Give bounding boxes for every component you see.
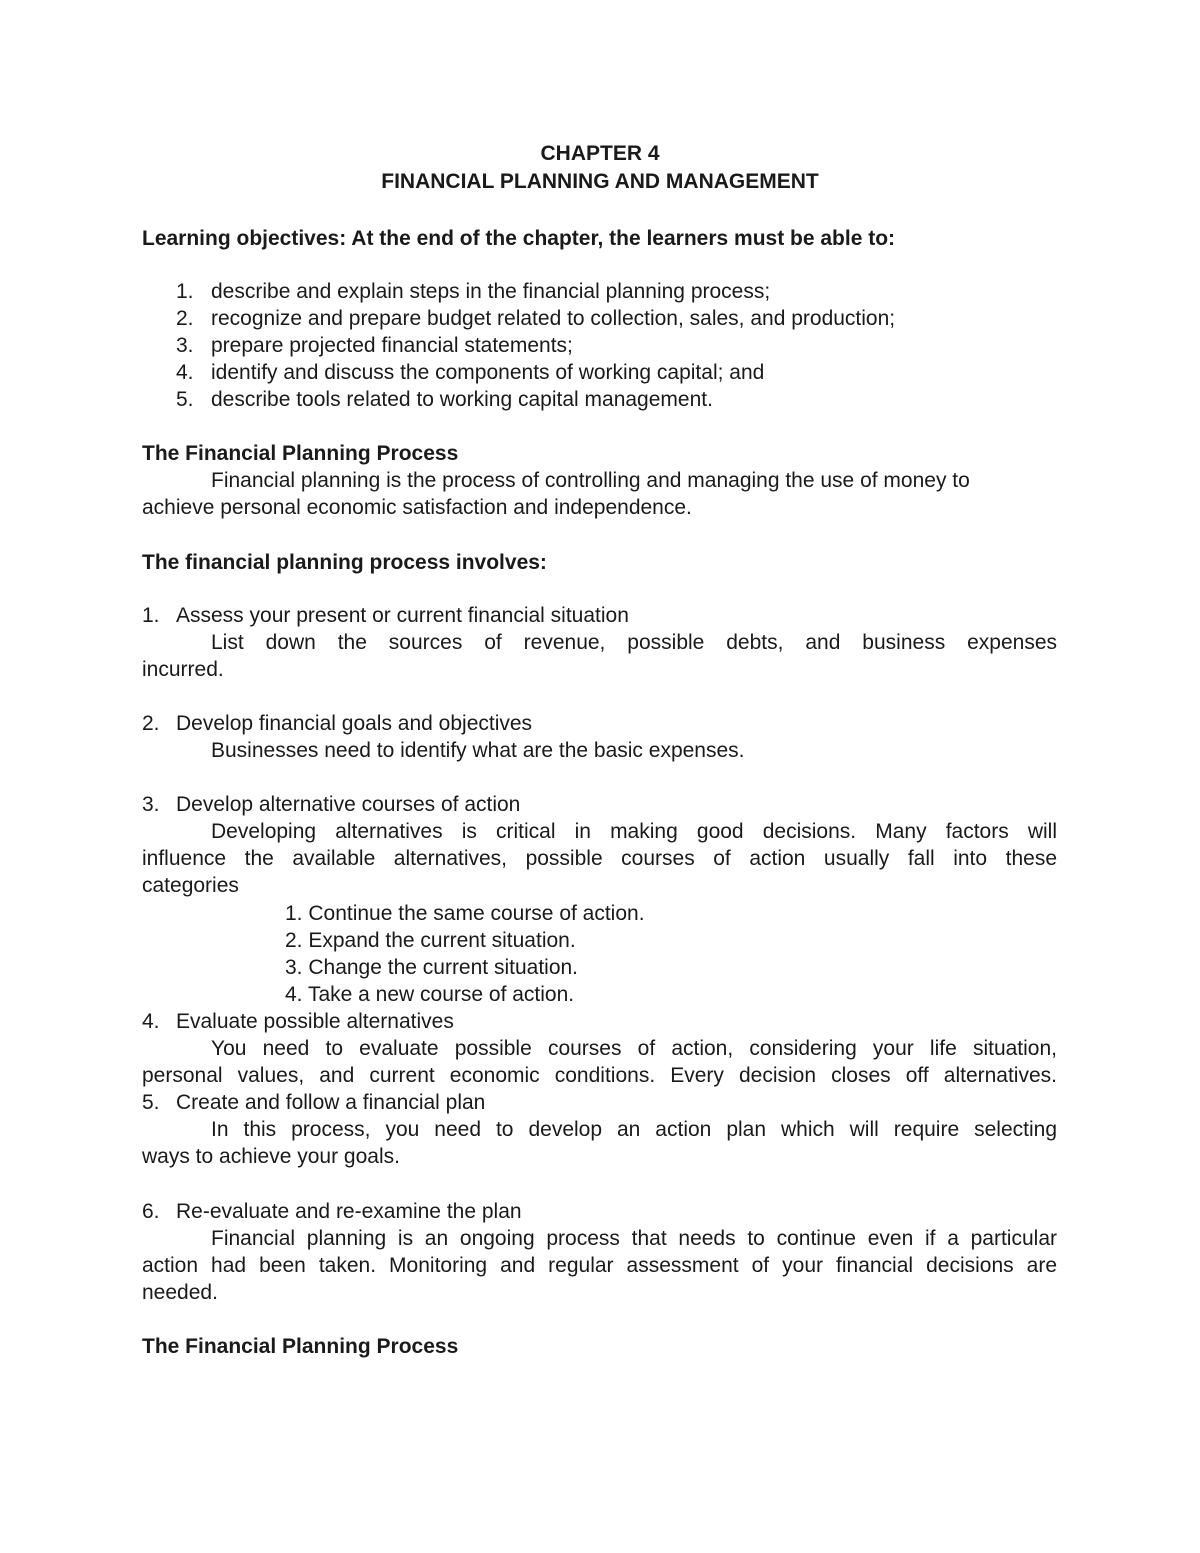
chapter-title: FINANCIAL PLANNING AND MANAGEMENT [381, 170, 819, 193]
step-text-line: categories [142, 874, 239, 897]
objective-item: describe tools related to working capital management. [211, 388, 713, 411]
step-title: Develop alternative courses of action [176, 793, 521, 816]
sublist-item: 4. Take a new course of action. [285, 983, 575, 1006]
step-text-line: influence the available alternatives, possible courses of action usually fall into these [142, 847, 1057, 870]
objective-item: describe and explain steps in the financial planning process; [211, 280, 771, 303]
section-heading: The Financial Planning Process [142, 442, 459, 465]
step-text-line: In this process, you need to develop an action plan which will require selecting [211, 1118, 1057, 1141]
step-number: 3. [142, 793, 160, 816]
step-text-line: You need to evaluate possible courses of action, considering your life situation, [211, 1037, 1057, 1060]
step-text-line: needed. [142, 1281, 218, 1304]
section-heading: The Financial Planning Process [142, 1335, 459, 1358]
chapter-number: CHAPTER 4 [540, 142, 660, 165]
step-text-line: personal values, and current economic conditions. Every decision closes off alternatives. [142, 1064, 1057, 1087]
step-number: 1. [142, 604, 160, 627]
step-text-line: incurred. [142, 658, 224, 681]
objective-number: 2. [176, 307, 194, 330]
step-number: 5. [142, 1091, 160, 1114]
step-title: Assess your present or current financial situation [176, 604, 629, 627]
objective-item: recognize and prepare budget related to collection, sales, and production; [211, 307, 896, 330]
step-text-line: action had been taken. Monitoring and regular assessment of your financial decisions are [142, 1254, 1057, 1277]
objective-item: prepare projected financial statements; [211, 334, 573, 357]
paragraph-line: achieve personal economic satisfaction and independence. [142, 496, 692, 519]
step-text-line: Businesses need to identify what are the basic expenses. [211, 739, 745, 762]
step-number: 4. [142, 1010, 160, 1033]
involves-heading: The financial planning process involves: [142, 551, 547, 574]
step-text-line: List down the sources of revenue, possible debts, and business expenses [211, 631, 1057, 654]
step-number: 6. [142, 1200, 160, 1223]
step-title: Create and follow a financial plan [176, 1091, 486, 1114]
objective-number: 1. [176, 280, 194, 303]
paragraph-line: Financial planning is the process of controlling and managing the use of money to [211, 469, 970, 492]
step-title: Re-evaluate and re-examine the plan [176, 1200, 522, 1223]
sublist-item: 3. Change the current situation. [285, 956, 579, 979]
step-text-line: Financial planning is an ongoing process that needs to continue even if a particular [211, 1227, 1057, 1250]
step-text-line: ways to achieve your goals. [142, 1145, 400, 1168]
step-number: 2. [142, 712, 160, 735]
objective-number: 4. [176, 361, 194, 384]
step-title: Evaluate possible alternatives [176, 1010, 454, 1033]
objective-number: 3. [176, 334, 194, 357]
step-title: Develop financial goals and objectives [176, 712, 533, 735]
objectives-heading: Learning objectives: At the end of the chapter, the learners must be able to: [142, 227, 896, 250]
sublist-item: 1. Continue the same course of action. [285, 902, 645, 925]
sublist-item: 2. Expand the current situation. [285, 929, 576, 952]
objective-number: 5. [176, 388, 194, 411]
objective-item: identify and discuss the components of working capital; and [211, 361, 765, 384]
step-text-line: Developing alternatives is critical in making good decisions. Many factors will [211, 820, 1057, 843]
